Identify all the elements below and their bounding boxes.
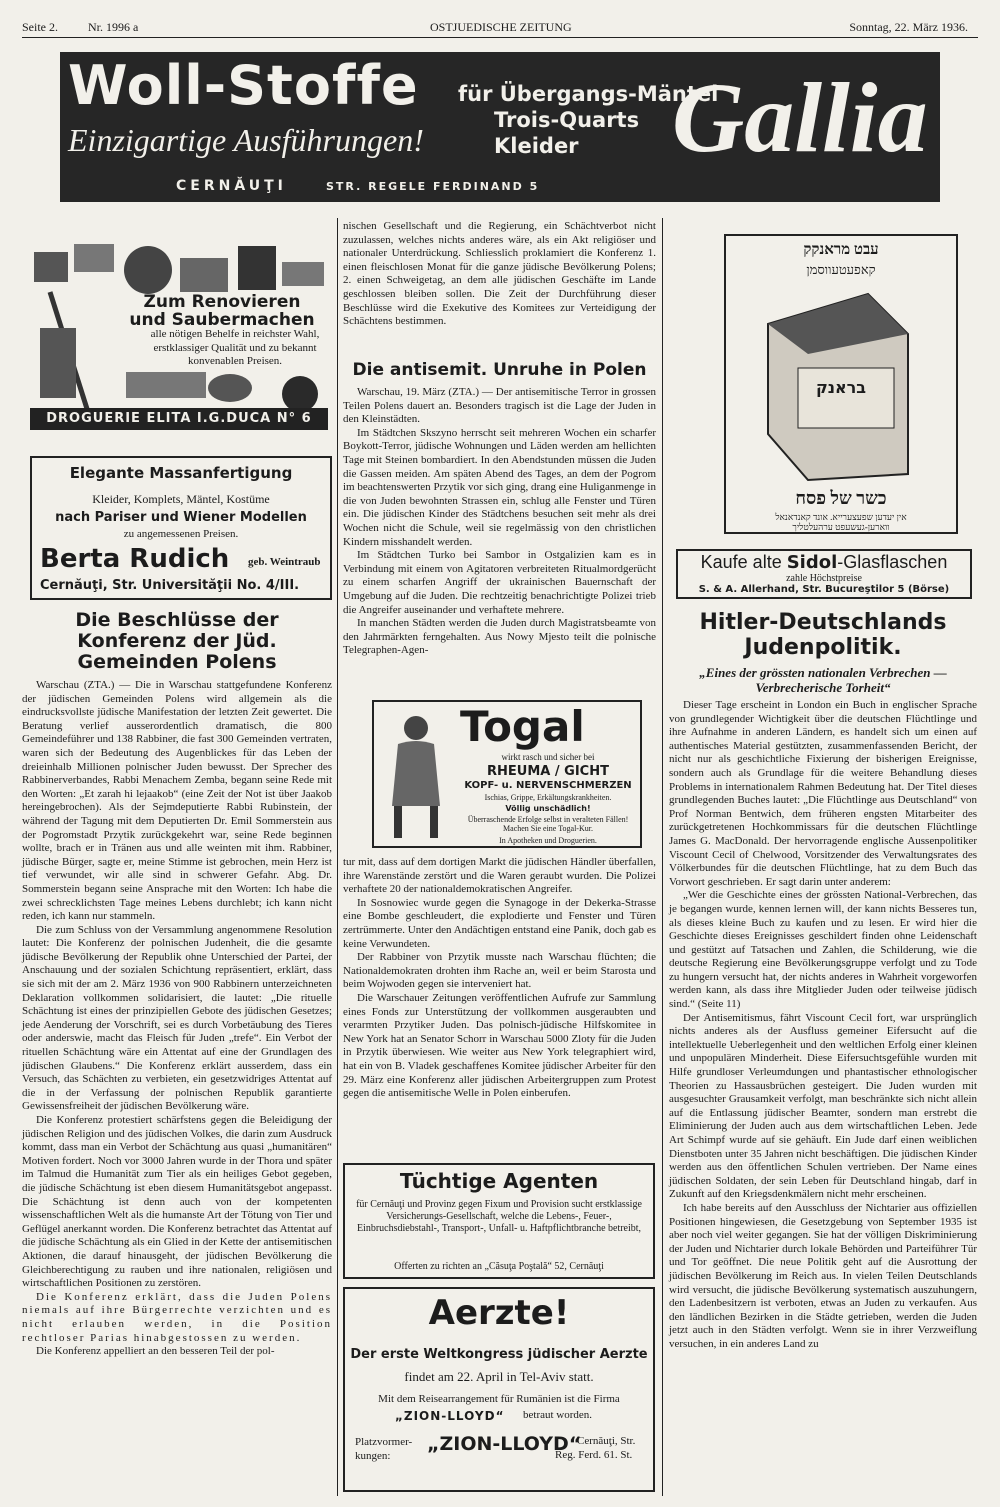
matzo-header-2: קאפעטעווסמן: [806, 262, 876, 277]
matzo-package-label: בראנק: [815, 378, 867, 397]
paragraph: In Sosnowiec wurde gegen die Synagoge in der Dekerka-Strasse eine Bombe geschleudert, die explodierte und Fenster und Türen zertrümmerte. Unter den Andächtigen entstand eine Panik, doch gab es keine Verwundeten.: [343, 896, 656, 950]
sidol-t1: Kaufe alte: [700, 552, 782, 572]
paragraph: Der Antisemitismus, fährt Viscount Cecil fort, war ursprünglich nichts anderes als der Ausfluss gemeiner Eifersucht auf die intellektuelle Ueberlegenheit und den weltlichen Erfolg einer kleinen und unpopulären Minderheit. Diese Eifersuchtsgefühle wurden mit Hilfe grundloser Verleumdungen und phantastischer ethnologischer Theorien zu Hassausbrüchen gesteigert. Die Juden wurden mit ausgesuchter Grausamkeit verfolgt, man beschränkte sich nicht allein auf die Entlassung jüdischer Beamter, sondern man erstrebt die Eliminierung der Juden auch aus dem wirtschaftlichen Leben. Jede Art Schimpf wurde auf sie gehäuft. Ein Jude darf einen weiblichen Dienstboten unter 35 Jahren nicht beschäftigen. Die jüdischen Kinder werden aus den öffentlichen Schulen vertrieben. Der Name eines jüdischen Soldaten, der sein Leben für Deutschland hingab, darf in Zukunft auf den Kriegsdenkmälern nicht mehr erscheinen.: [669, 1011, 977, 1201]
issue-date: Sonntag, 22. März 1936.: [849, 20, 968, 34]
rudich-name: Berta Rudich: [40, 544, 230, 574]
matzo-header-1: עבט מראנקק: [803, 242, 879, 258]
aerzte-line2: findet am 22. April in Tel-Aviv statt.: [404, 1369, 594, 1384]
gallia-brand: Gallia: [672, 62, 928, 173]
paragraph: Die zum Schluss von der Versammlung angenommene Resolution lautet: Die Konferenz der polnischen Judenheit, die die gesamte jüdische Bevölkerung der Republik ohne Unterschied der Partei, der Anschauung und der sozialen Schichtung repräsentiert, erklärt, dass sie sich mit der am 2. März 1936 von 900 Rabbinern unterzeichneten Deklaration vollkommen solidarisiert, die lautet: „Die rituelle Schächtung ist eines der prinzipiellen Gebote des jüdischen Gesetzes; jede Aenderung der Vorschrift, sei es durch Vorbetäubung des Tieres oder anderswie, macht das Fleisch für Juden „trefe“. Ein Verbot der rituellen Schächtung wäre ein Attentat auf eine der Grundlagen des jüdischen Glaubens.“ Die Konferenz erklärt ausserdem, dass ein Versuch, das Schächten zu verbieten, ein gesetzwidriges Attentat auf die in der Verfassung der polnischen Republik garantierte Gewissensfreiheit der jüdischen Bevölkerung wäre.: [22, 923, 332, 1113]
gallia-headline: Woll-Stoffe: [68, 54, 419, 117]
article-konferenz-continued: [343, 220, 656, 329]
togal-line6: In Apotheken und Droguerien.: [499, 836, 597, 845]
gallia-item3: Kleider: [494, 134, 579, 158]
paragraph: Die Warschauer Zeitungen veröffentlichen Aufrufe zur Sammlung eines Fonds zur Unterstützung der vollkommen ausgeraubten und verarmten Przytiker Juden. Das polnisch-jüdische Hilfskomitee in New York hat an Senator Schorr in Warschau 5000 Zloty für die Juden in Przytik überwiesen. Wie weiter aus New York telegraphiert wird, hat ein von B. Vladek geschaffenes Komitee jüdischer Arbeiter für den 29. März eine Konferenz aller jüdischen Arbeitergruppen zum Protest gegen die antisemitische Welle in Polen einberufen.: [343, 991, 656, 1100]
togal-sub: wirkt rasch und sicher bei: [501, 752, 595, 762]
issue-number: Nr. 1996 a: [88, 20, 139, 34]
paragraph: Die Konferenz erklärt, dass die Juden Polens niemals auf ihre Bürgerrechte verzichten und es nicht erlauben werden, in die Position rechtloser Parias hinabgestossen zu werden.: [22, 1290, 332, 1344]
elita-ad: [30, 232, 328, 432]
togal-line1: RHEUMA / GICHT: [487, 764, 609, 779]
rudich-ad: [30, 456, 332, 600]
paragraph: tur mit, dass auf dem dortigen Markt die jüdischen Händler überfallen, ihre Warenstände zerstört und die Waren geraubt wurden. Die Polizei verhaftete 20 der nationaldemokratischen Angreifer.: [343, 856, 656, 896]
article-konferenz-body: [22, 679, 332, 1359]
article-konferenz-title: Die Beschlüsse der Konferenz der Jüd. Gemeinden Polens: [75, 609, 279, 673]
agenten-body: für Cernăuţi und Provinz gegen Fixum und Provision sucht erstklassige Versicherungs-Gesellschaft, welche die Lebens-, Feuer-, Einbruchsdiebstahl-, Transport-, Unfall- u. Haftpflichtbranche betreibt,: [356, 1199, 642, 1234]
article-unruhe-title: Die antisemit. Unruhe in Polen: [352, 360, 647, 380]
sidol-t2: -Glasflaschen: [837, 552, 948, 572]
paragraph: In manchen Städten werden die Juden durch Magistratsbeamte von den Jahrmärkten ferngehalten. Aus Nowy Mjesto teilt die polnische Telegraphen-Agen-: [343, 617, 656, 657]
gallia-city: CERNĂUŢI: [176, 178, 287, 194]
aerzte-address-1: Cernăuţi, Str.: [577, 1435, 636, 1447]
togal-line3: Ischias, Grippe, Erkältungskrankheiten.: [484, 793, 612, 802]
elita-title-2: und Saubermachen: [129, 310, 315, 330]
column-rule-left: [337, 218, 338, 1496]
aerzte-pre: Platzvormer-kungen:: [355, 1436, 413, 1462]
header-rule: [22, 37, 978, 38]
seated-figure-illustration: [380, 710, 452, 842]
article-konferenz: [22, 610, 332, 1359]
aerzte-ad: [343, 1287, 655, 1492]
agenten-ad: [343, 1163, 655, 1279]
aerzte-address-2: Reg. Ferd. 61. St.: [555, 1449, 633, 1461]
aerzte-firm: „ZION-LLOYD“: [395, 1409, 505, 1423]
togal-line4: Völlig unschädlich!: [505, 804, 591, 813]
rudich-suffix: geb. Weintraub: [248, 556, 321, 568]
togal-brand: Togal: [460, 702, 585, 751]
aerzte-line1: Der erste Weltkongress jüdischer Aerzte: [350, 1347, 648, 1362]
gallia-for: für Übergangs-Mäntel: [458, 82, 719, 106]
newspaper-name: OSTJUEDISCHE ZEITUNG: [430, 20, 572, 34]
matzo-footer-2: ווארען-געשעפט ערהעלטליך: [792, 522, 890, 532]
paragraph: Ich habe bereits auf den Ausschluss der Nichtarier aus offiziellen Positionen hingewiesen, die Gesetzgebung von September 1935 ist aber noch viel weiter gegangen. Sie hat der völligen Diskriminierung der Juden und Nichtarier durch lokale Behörden und Parteiführer Tür und Tor geöffnet. Die neue Politik geht auf die Ausrottung der jüdischen Bevölkerung im Reich aus. In vielen Teilen Deutschlands wird versucht, die jüdische Bevölkerung systematisch auszuhungern, den Ladenbesitzern ist verboten, etwas an Juden zu verkaufen. Aus den ländlichen Bezirken in die Städte getrieben, werden die Juden jetzt auch in den Städten verfolgt. Wenn sie in ihrer Verzweiflung versuchen, in ein anderes Land zu: [669, 1201, 977, 1350]
paragraph: Die Konferenz appelliert an den besseren Teil der pol-: [36, 1345, 275, 1358]
elita-title-1: Zum Renovieren: [143, 292, 301, 312]
aerzte-title: Aerzte!: [428, 1293, 570, 1333]
matzo-ad: [724, 234, 958, 534]
aerzte-big: „ZION-LLOYD“: [427, 1433, 582, 1455]
rudich-title: Elegante Massanfertigung: [69, 464, 293, 482]
page-header: [22, 20, 980, 36]
paragraph: nischen Gesellschaft und die Regierung, ein Schächtverbot nicht zuzulassen, welches nichts anderes wäre, als ein Akt religiöser und nationaler Unterdrückung. Schliesslich proklamiert die Konferenz 1. einen fleischlosen Monat für die ganze jüdische Bevölkerung Polens; 2. einen Schweigetag, an dem alle jüdischen Geschäfte im Lande geschlossen bleiben sollen. Die Zeit der Durchführung dieser Beschlüsse wird die Exekutive des Komitees zur Verteidigung der Schächtens bestimmen.: [343, 220, 656, 328]
togal-ad: [372, 700, 642, 848]
paragraph: Der Rabbiner von Przytik musste nach Warschau flüchten; die Nationaldemokraten drohten ihm Rache an, weil er beim Starosta und beim Wojwoden gegen sie interveniert hat.: [343, 951, 656, 991]
togal-line5: Überraschende Erfolge selbst in veralteten Fällen! Machen Sie eine Togal-Kur.: [467, 815, 629, 833]
page-number: Seite 2.: [22, 20, 58, 34]
gallia-slogan: Einzigartige Ausführungen!: [68, 122, 424, 158]
sidol-address: S. & A. Allerhand, Str. Bucureştilor 5 (Börse): [698, 584, 950, 595]
gallia-ad: [60, 52, 940, 202]
gallia-street: STR. REGELE FERDINAND 5: [326, 180, 540, 193]
rudich-line2: nach Pariser und Wiener Modellen: [55, 510, 307, 525]
sidol-line1: [678, 552, 970, 573]
togal-line2: KOPF- u. NERVENSCHMERZEN: [464, 780, 632, 791]
article-hitler-title: Hitler-Deutschlands Judenpolitik.: [699, 610, 947, 660]
article-unruhe-continued: [343, 856, 656, 1101]
sidol-brand: Sidol: [786, 552, 838, 573]
article-unruhe: [343, 360, 656, 658]
paragraph: Warschau, 19. März (ZTA.) — Der antisemitische Terror in grossen Teilen Polens dauert an. Besonders tragisch ist die Lage der Juden in den Kleinstädten.: [343, 386, 656, 426]
article-hitler-subtitle: „Eines der grössten nationalen Verbrechen — Verbrecherische Torheit“: [699, 665, 947, 695]
sidol-price: zahle Höchstpreise: [786, 573, 862, 584]
aerzte-line3b: betraut worden.: [523, 1409, 593, 1421]
matzo-kosher: כשר של פסח: [795, 488, 887, 508]
rudich-address: Cernăuţi, Str. Universităţii No. 4/III.: [40, 578, 300, 593]
sidol-ad: [676, 549, 972, 599]
paragraph: Dieser Tage erscheint in London ein Buch in englischer Sprache von grundlegender Wichtigkeit über die deutschen Flüchtlinge und ihre Aufnahme in anderen Ländern, es handelt sich um einen auf authentisches Material gestützten, zusammenfassenden Bericht, der nicht nur als geschichtliche Fixierung der bisherigen Ereignisse, sondern auch als Grundlage für die weitere Behandlung dieses Problems in internationalem Rahmen Bedeutung hat. Der Titel dieses grundlegenden Buches lautet: „Die Flüchtlinge aus Deutschland“ von Prof Norman Bentwich, dem früheren engsten Mitarbeiter des zurückgetretenen Hochkommissars für die deutschen Flüchtlinge James G. MacDonald. Der hervorragende englische Aussenpolitiker Viscount Cecil of Chelwood, Vorsitzender des Verwaltungsrates des Völkerbundes für die deutschen Flüchtlinge, hat zu dem Buch das Vorwort geschrieben. Er sagt darin unter anderem:: [669, 699, 977, 888]
article-hitler-body: [669, 699, 977, 1352]
elita-body: alle nötigen Behelfe in reichster Wahl, erstklassiger Qualität und zu bekannt konvenablen Preisen.: [150, 328, 320, 368]
paragraph: Die Konferenz protestiert schärfstens gegen die Beleidigung der jüdischen Religion und des jüdischen Volkes, die darin zum Ausdruck kommt, dass man ein Verbot der Schächtung aus quasi „humanitären“ Motiven fordert. Noch vor 3000 Jahren wurde in der Thora und später im Talmud die Humanität zum Tier als ein heiliges Gebot gegeben, die jüdische Schächtung ist eben diesem Humanitätsgebot angepasst. Die Schächtung ist denn auch von der kompetenten wissenschaftlichen Welt als die humanste Art der Tötung von Tier und Geflügel anerkannt worden. Die Konferenz betrachtet das Attentat auf die jüdische Schächtung als ein Glied in der Kette der antisemitischen Aktionen, die darauf hinausgeht, der jüdischen Bevölkerung die Gleichberechtigung zu rauben und ihre nationalen, religiösen und wirtschaftlichen Positionen zu zerstören.: [22, 1114, 332, 1290]
paragraph: Im Städtchen Turko bei Sambor in Ostgalizien kam es in Verbindung mit einem von Agitatoren verbreiteten Ritualmordgerücht zu einem scharfen Angriff der ukrainischen Bauernschaft der Umgebung auf die Juden. Die rechtzeitig benachrichtigte Polizei trieb die Angreifer auseinander und verhaftete mehrere.: [343, 549, 656, 616]
elita-footer: DROGUERIE ELITA I.G.DUCA N° 6: [30, 408, 328, 430]
agenten-offer: Offerten zu richten an „Căsuţa Poştală“ 52, Cernăuţi: [394, 1261, 604, 1272]
gallia-item2: Trois-Quarts: [494, 108, 640, 132]
paragraph: „Wer die Geschichte eines der grössten National-Verbrechen, das je begangen wurde, kennen lernen will, der kann nichts Besseres tun, als dieses kleine Buch zu kaufen und zu lesen. Er wird hier die Geschichte dieses Ereignisses geschildert finden ohne Leidenschaft und gestützt auf Tatsachen und Zahlen, die Schilderung, wie die deutsche Regierung eine Bevölkerungsgruppe verfolgt und zu Tode zu hungern versucht hat, der nichts anderes in Wahrheit vorgeworfen werden kann, als dass ihre Mitglieder Juden oder teilweise jüdisch sind.“ (Seite 11): [669, 889, 977, 1011]
column-rule-right: [662, 218, 663, 1496]
paragraph: Im Städtchen Skszyno herrscht seit mehreren Wochen ein scharfer Boykott-Terror, jüdische Wohnungen und Läden werden am hellichten Tage mit Steinen bombardiert. In den Abendstunden müssen die Juden die Gassen meiden. Am späten Abend des Tages, an dem der Pogrom im beachtenswerten Przytik vor sich ging, drang eine Huliganmenge in die von Juden bewohnten Strassen ein, schlug alle Fenster und Türen ein. Die jüdischen Kinder des Städtchens besuchen seit mehr als drei Wochen nicht die Schule, weil sie regelmässig von den christlichen Kindern misshandelt werden.: [343, 426, 656, 548]
article-hitler: [669, 610, 977, 1352]
agenten-title: Tüchtige Agenten: [399, 1169, 599, 1193]
rudich-line3: zu angemessenen Preisen.: [123, 528, 239, 540]
paragraph: Warschau (ZTA.) — Die in Warschau stattgefundene Konferenz der jüdischen Gemeinden Polens wird allgemein als die eindrucksvollste jüdische Manifestation der letzten Zeit gewertet. Die Beratung verlief ausserordentlich dramatisch, die 800 Gemeindeführer und 138 Rabbiner, die fast 300 Gemeinden vertraten, waren sich der Bedeutung des Augenblickes für das Leben der dreieinhalb Millionen polnischer Juden bewusst. Der Sprecher des Rabbinerverbandes, Rabbi Menachem Zemba, begann seine Rede mit den Worten: „Et zarah hi lejaakob“ (eine Zeit der Not ist über Jaakob hereingebrochen). Als der Sejmdeputierte Rabbi Rubinstein, der während der Tagung mit dem Deputierten Dr. Emil Sommerstein aus der Pogromstadt Przytik zurückgekehrt war, seine Rede beginnen wollte, brach er in Tränen aus und alle weinten mit ihm. Rabbiner, jüdische Bürger, sagte er, meine Stimme ist gebrochen, mein Herz ist tief verwundet, wir alle sind in schwerer Gefahr. Abg. Dr. Sommerstein begann seine Ansprache mit den Worten: Ich habe die zwei schrecklichsten Tage meines Lebens durchlebt; ich kann nicht reden, ich kann nur stammeln.: [22, 679, 332, 923]
matzo-footer-1: אין יעדען שפעצערייא. אונד קאנדאנאל: [775, 512, 907, 522]
article-unruhe-body: [343, 386, 656, 658]
rudich-line1: Kleider, Komplets, Mäntel, Kostüme: [92, 492, 270, 506]
aerzte-line3: Mit dem Reisearrangement für Rumänien ist die Firma: [378, 1393, 620, 1405]
